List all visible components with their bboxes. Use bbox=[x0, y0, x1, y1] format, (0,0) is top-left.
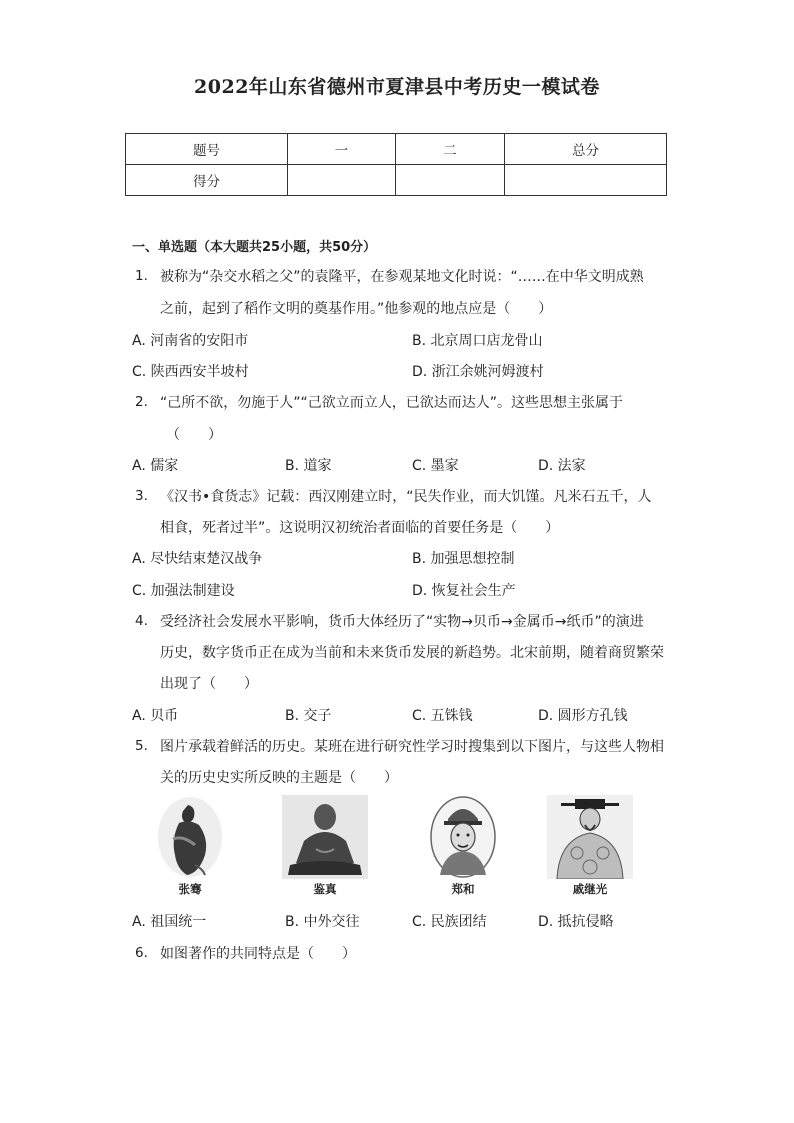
question-3-text-line1: 《汉书•食货志》记载：西汉刚建立时，“民失作业，而大饥馑。凡米石五千，人 bbox=[160, 489, 652, 505]
question-1-option-a[interactable]: A. 河南省的安阳市 bbox=[132, 333, 249, 349]
question-5-option-a[interactable]: A. 祖国统一 bbox=[132, 914, 207, 930]
question-3-option-d[interactable]: D. 恢复社会生产 bbox=[412, 583, 516, 599]
question-2-option-d[interactable]: D. 法家 bbox=[538, 458, 586, 474]
question-3-option-c[interactable]: C. 加强法制建设 bbox=[132, 583, 235, 599]
jianzhen-statue-icon bbox=[282, 795, 368, 879]
question-2-text-line1: “己所不欲，勿施于人”“己欲立而立人，已欲达而达人”。这些思想主张属于 bbox=[160, 395, 624, 411]
portrait-qi-jiguang bbox=[545, 795, 635, 897]
score-table-score-row bbox=[126, 165, 667, 196]
question-5-text-line2: 关的历史史实所反映的主题是（ ） bbox=[160, 770, 398, 786]
portrait-zheng-he bbox=[418, 795, 508, 897]
header-cell-question-number: 题号 bbox=[126, 134, 288, 165]
question-1-option-b[interactable]: B. 北京周口店龙骨山 bbox=[412, 333, 543, 349]
zhang-qian-figure-icon bbox=[155, 795, 225, 879]
question-5-option-d[interactable]: D. 抵抗侵略 bbox=[538, 914, 614, 930]
question-3-text-line2: 相食，死者过半”。这说明汉初统治者面临的首要任务是（ ） bbox=[160, 520, 560, 536]
question-5-option-c[interactable]: C. 民族团结 bbox=[412, 914, 487, 930]
question-4-text-line1: 受经济社会发展水平影响，货币大体经历了“实物→贝币→金属币→纸币”的演进 bbox=[160, 614, 644, 630]
question-6-number: 6. bbox=[135, 945, 148, 961]
question-4-text-line3: 出现了（ ） bbox=[160, 676, 258, 692]
question-1-text-line2: 之前，起到了稻作文明的奠基作用。”他参观的地点应是（ ） bbox=[160, 301, 553, 317]
question-4-option-a[interactable]: A. 贝币 bbox=[132, 708, 179, 724]
score-table bbox=[125, 133, 667, 196]
score-cell-total bbox=[505, 165, 667, 196]
question-2-text-line2: （ ） bbox=[166, 427, 222, 443]
portrait-jianzhen bbox=[280, 795, 370, 897]
header-cell-part-one: 一 bbox=[288, 134, 396, 165]
question-5-option-b[interactable]: B. 中外交往 bbox=[285, 914, 360, 930]
section-heading: 一、单选题（本大题共25小题，共50分） bbox=[132, 240, 377, 255]
question-1-number: 1. bbox=[135, 268, 148, 284]
score-table-header-row bbox=[126, 134, 667, 165]
question-1-option-c[interactable]: C. 陕西西安半坡村 bbox=[132, 364, 249, 380]
question-1-option-d[interactable]: D. 浙江余姚河姆渡村 bbox=[412, 364, 544, 380]
question-2-number: 2. bbox=[135, 394, 148, 410]
question-6-text-line1: 如图著作的共同特点是（ ） bbox=[160, 946, 356, 962]
caption-zhang-qian: 张骞 bbox=[178, 882, 202, 896]
question-2-option-b[interactable]: B. 道家 bbox=[285, 458, 332, 474]
score-cell-part-two bbox=[396, 165, 505, 196]
caption-qi-jiguang: 戚继光 bbox=[572, 882, 608, 896]
row-label-score: 得分 bbox=[126, 165, 288, 196]
exam-title: 2022年山东省德州市夏津县中考历史一模试卷 bbox=[194, 76, 600, 98]
zheng-he-portrait-icon bbox=[428, 795, 498, 879]
question-5-text-line1: 图片承载着鲜活的历史。某班在进行研究性学习时搜集到以下图片，与这些人物相 bbox=[160, 739, 664, 755]
question-4-option-b[interactable]: B. 交子 bbox=[285, 708, 332, 724]
score-cell-part-one bbox=[288, 165, 396, 196]
question-3-option-a[interactable]: A. 尽快结束楚汉战争 bbox=[132, 551, 263, 567]
question-4-option-d[interactable]: D. 圆形方孔钱 bbox=[538, 708, 628, 724]
question-4-number: 4. bbox=[135, 613, 148, 629]
caption-jianzhen: 鉴真 bbox=[313, 882, 337, 896]
question-2-option-a[interactable]: A. 儒家 bbox=[132, 458, 179, 474]
question-2-option-c[interactable]: C. 墨家 bbox=[412, 458, 459, 474]
question-1-text-line1: 被称为“杂交水稻之父”的袁隆平，在参观某地文化时说：“……在中华文明成熟 bbox=[160, 269, 644, 285]
question-3-option-b[interactable]: B. 加强思想控制 bbox=[412, 551, 515, 567]
question-5-number: 5. bbox=[135, 738, 148, 754]
caption-zheng-he: 郑和 bbox=[451, 882, 475, 896]
question-4-option-c[interactable]: C. 五铢钱 bbox=[412, 708, 473, 724]
question-3-number: 3. bbox=[135, 488, 148, 504]
question-4-text-line2: 历史，数字货币正在成为当前和未来货币发展的新趋势。北宋前期，随着商贸繁荣 bbox=[160, 645, 664, 661]
portrait-zhang-qian bbox=[145, 795, 235, 897]
header-cell-total: 总分 bbox=[505, 134, 667, 165]
header-cell-part-two: 二 bbox=[396, 134, 505, 165]
qi-jiguang-portrait-icon bbox=[547, 795, 633, 879]
